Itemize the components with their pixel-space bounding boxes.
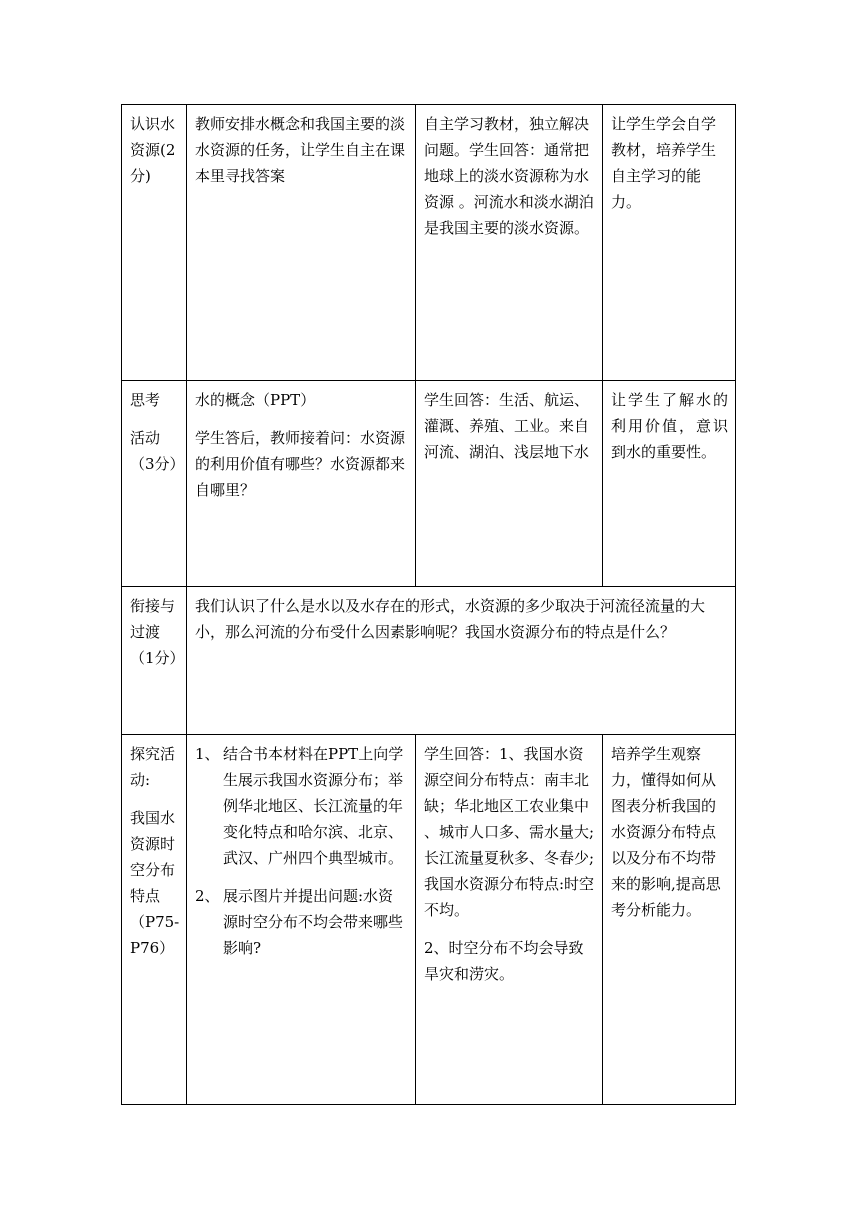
transition-cell [187,587,736,735]
step-number: 1、 [195,745,220,763]
student-activity-cell [416,381,603,587]
stage-text: 思考 [130,391,161,409]
list-item [195,883,408,961]
stage-text: 活动（3分） [130,429,185,473]
teacher-activity-cell [187,105,416,381]
teacher-activity-cell [187,381,416,587]
lesson-plan-table [121,104,736,1105]
student-text: 2、时空分布不均会导致旱灾和涝灾。 [424,939,584,983]
intent-text: 让学生学会自学教材，培养学生自主学习的能力。 [611,115,717,211]
stage-cell [122,587,187,735]
stage-cell [122,381,187,587]
stage-cell [122,105,187,381]
teacher-steps-list [195,741,408,961]
teacher-text: 水的概念（PPT） [195,391,316,409]
table-row [122,587,736,735]
step-number: 2、 [195,887,220,905]
list-item [195,741,408,871]
student-text: 学生回答：1、我国水资源空间分布特点：南丰北缺；华北地区工农业集中 、城市人口多、需水量大;长江流量夏秋多、冬春少;我国水资源分布特点:时空不均。 [424,745,595,919]
table-row [122,105,736,381]
stage-text: 探究活动: [130,745,176,789]
transition-text: 我们认识了什么是水以及水存在的形式，水资源的多少取决于河流径流量的大小，那么河流的分布受什么因素影响呢？我国水资源分布的特点是什么？ [195,597,706,641]
step-text: 结合书本材料在PPT上向学生展示我国水资源分布；举例华北地区、长江流量的年变化特点和哈尔滨、北京、武汉、广州四个典型城市。 [223,745,404,867]
student-activity-cell [416,735,603,1105]
student-text: 学生回答：生活、航运、灌溉、养殖、工业。来自河流、湖泊、浅层地下水 [424,391,590,461]
step-text: 展示图片并提出问题:水资源时空分布不均会带来哪些影响? [223,887,404,957]
stage-text: 我国水资源时空分布特点（P75-P76） [130,809,180,957]
intent-text: 培养学生观察力，懂得如何从图表分析我国的水资源分布特点以及分布不均带来的影响,提高思考分析能力。 [611,745,721,919]
design-intent-cell [603,735,736,1105]
stage-text: 认识水资源(2分) [130,115,176,185]
teacher-activity-cell [187,735,416,1105]
intent-text: 让学生了解水的利用价值，意识到水的重要性。 [611,391,728,461]
table-row [122,381,736,587]
stage-text: 衔接与过渡（1分） [130,597,185,667]
design-intent-cell [603,381,736,587]
stage-cell [122,735,187,1105]
teacher-text: 教师安排水概念和我国主要的淡水资源的任务，让学生自主在课本里寻找答案 [195,115,406,185]
design-intent-cell [603,105,736,381]
teacher-text: 学生答后，教师接着问：水资源的利用价值有哪些？水资源都来自哪里？ [195,429,406,499]
table-row [122,735,736,1105]
student-text: 自主学习教材，独立解决问题。学生回答：通常把地球上的淡水资源称为水资源 。河流水和淡水湖泊是我国主要的淡水资源。 [424,115,594,237]
student-activity-cell [416,105,603,381]
